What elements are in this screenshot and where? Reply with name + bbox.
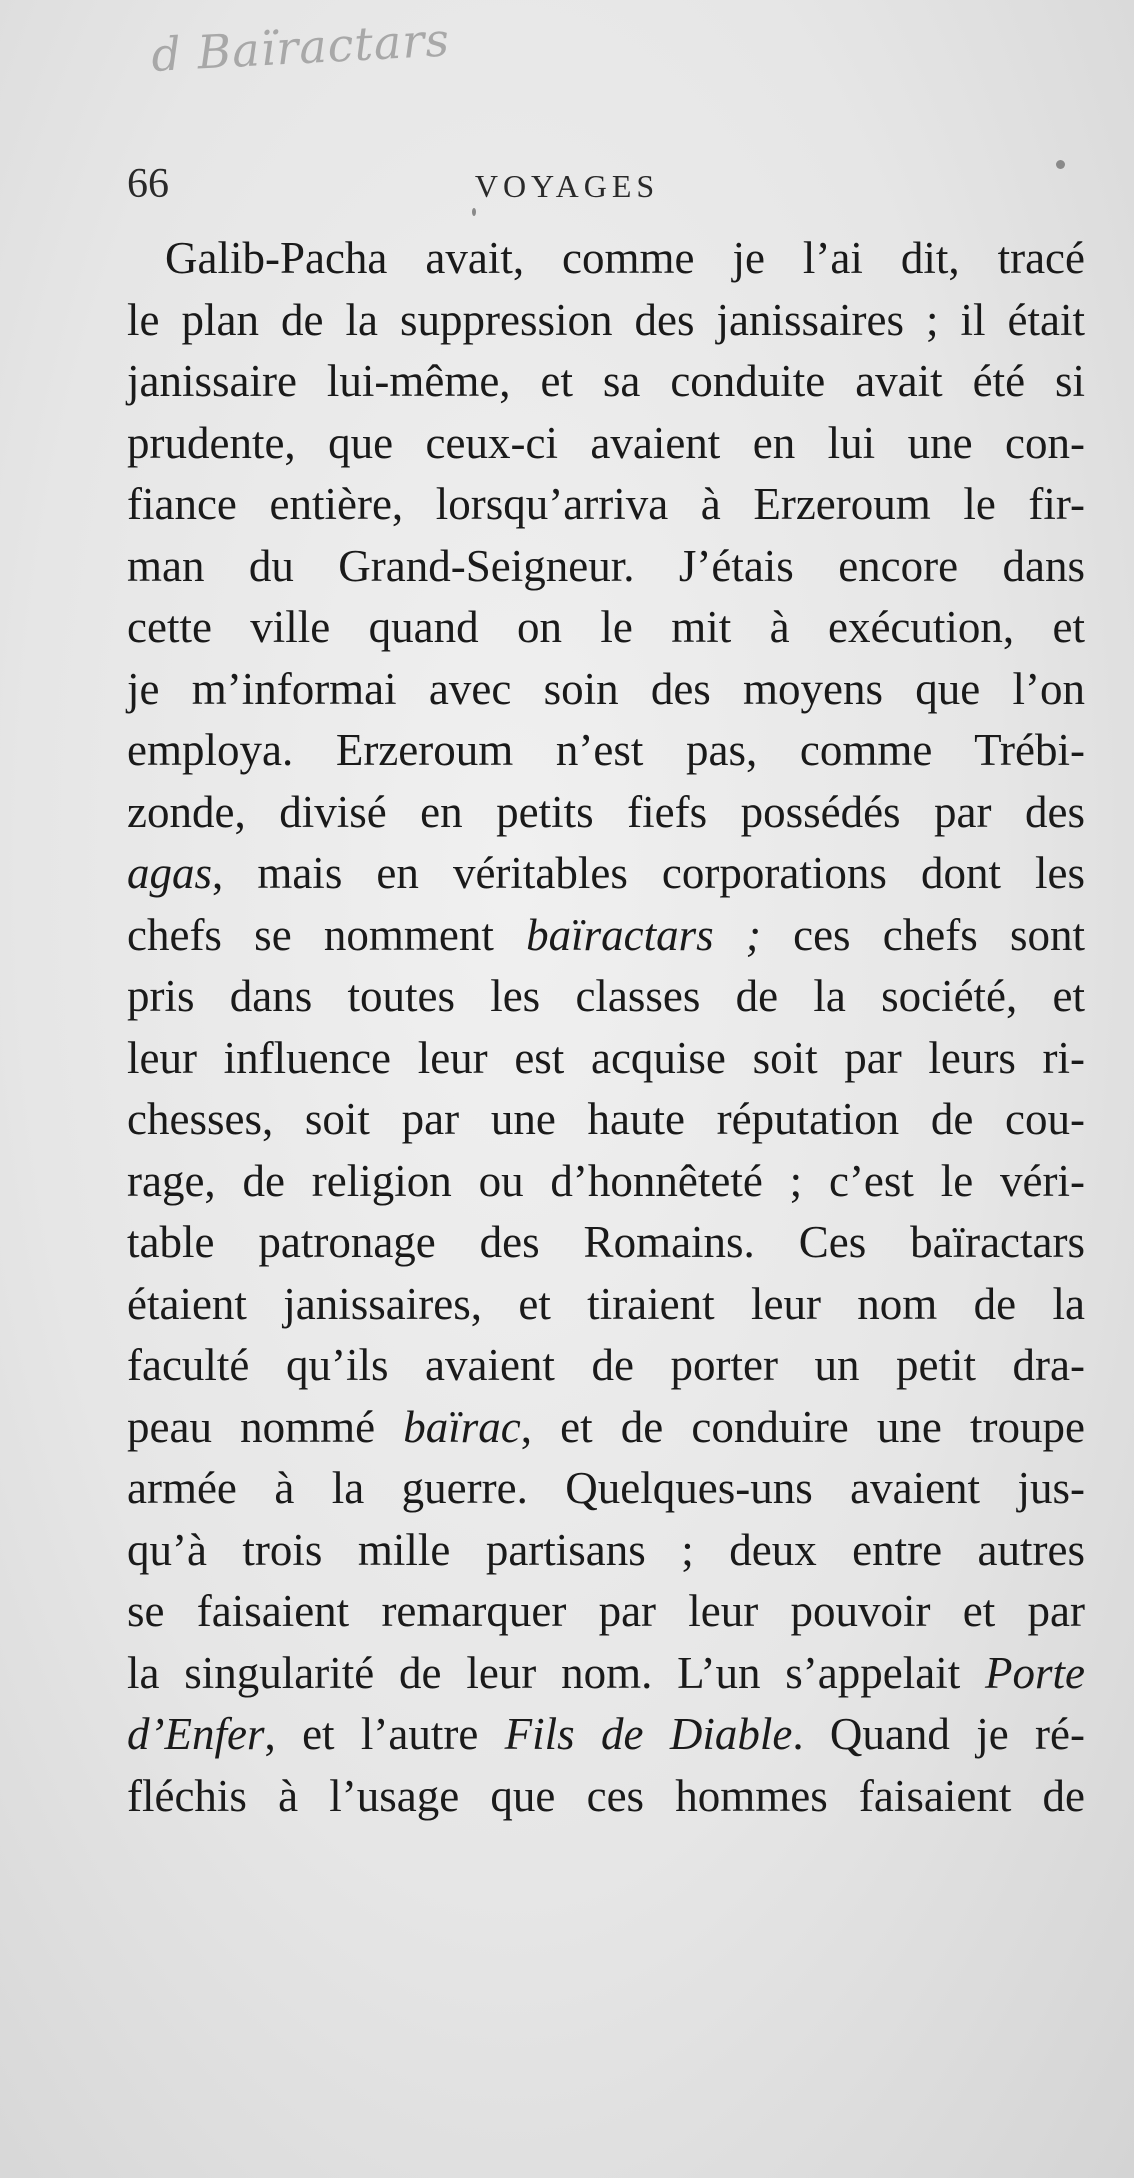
italic-text: Fils de Diable: [504, 1709, 793, 1759]
italic-text: agas: [127, 848, 213, 898]
text-line: [127, 659, 1085, 721]
text-segment: table patronage des Romains. Ces baïractars: [127, 1217, 1085, 1267]
text-segment: armée à la guerre. Quelques-uns avaient jus-: [127, 1463, 1085, 1513]
text-line: [127, 1335, 1085, 1397]
text-line: [127, 1089, 1085, 1151]
text-segment: man du Grand-Seigneur. J’étais encore dans: [127, 540, 1085, 591]
text-line: [127, 1704, 1085, 1766]
text-segment: zonde, divisé en petits fiefs possédés par des: [127, 786, 1085, 837]
text-segment: , et de conduire une troupe: [520, 1401, 1085, 1452]
text-line: [127, 966, 1085, 1028]
text-line: [127, 474, 1085, 536]
text-line: [127, 1520, 1085, 1582]
running-head: VOYAGES: [474, 168, 660, 204]
text-line: [127, 1274, 1085, 1336]
body-text: [127, 228, 1085, 1827]
text-segment: employa. Erzeroum n’est pas, comme Trébi-: [127, 725, 1085, 775]
text-line: [127, 1151, 1085, 1213]
text-line: [127, 351, 1085, 413]
text-line: [127, 413, 1085, 475]
text-segment: rage, de religion ou d’honnêteté ; c’est le véri-: [127, 1155, 1085, 1206]
text-segment: peau nommé: [127, 1401, 404, 1452]
text-line: [127, 782, 1085, 844]
text-segment: la singularité de leur nom. L’un s’appelait: [127, 1647, 986, 1698]
text-line: [127, 1581, 1085, 1643]
text-line: [127, 597, 1085, 659]
text-segment: faculté qu’ils avaient de porter un petit dra-: [127, 1340, 1085, 1390]
ink-speck: [1056, 160, 1065, 169]
text-segment: Galib-Pacha avait, comme je l’ai dit, tracé: [165, 233, 1085, 283]
text-segment: je m’informai avec soin des moyens que l’on: [127, 663, 1085, 714]
text-segment: janissaire lui-même, et sa conduite avait été si: [127, 356, 1085, 406]
italic-text: baïractars ;: [526, 909, 761, 960]
page-number: 66: [127, 161, 169, 207]
italic-text: d’Enfer: [127, 1709, 265, 1759]
text-segment: qu’à trois mille partisans ; deux entre autres: [127, 1524, 1085, 1575]
text-segment: pris dans toutes les classes de la société, et: [127, 971, 1085, 1021]
ink-speck: [472, 208, 476, 216]
text-segment: se faisaient remarquer par leur pouvoir et par: [127, 1586, 1085, 1636]
text-line: [127, 1643, 1085, 1705]
text-segment: prudente, que ceux-ci avaient en lui une con-: [127, 417, 1085, 468]
text-segment: ces chefs sont: [760, 909, 1086, 960]
text-segment: , mais en véritables corporations dont les: [212, 848, 1085, 898]
italic-text: baïrac: [403, 1401, 521, 1452]
text-segment: . Quand je ré-: [792, 1709, 1085, 1759]
italic-text: Porte: [985, 1647, 1085, 1698]
text-line: [127, 905, 1085, 967]
text-segment: leur influence leur est acquise soit par leurs ri-: [127, 1032, 1085, 1083]
text-line: [127, 1458, 1085, 1520]
text-line: [127, 720, 1085, 782]
text-segment: chesses, soit par une haute réputation de cou-: [127, 1094, 1085, 1144]
text-line: [127, 290, 1085, 352]
text-line: [127, 1212, 1085, 1274]
text-segment: chefs se nomment: [127, 909, 527, 960]
text-line: [127, 1028, 1085, 1090]
text-segment: cette ville quand on le mit à exécution, et: [127, 602, 1085, 652]
text-segment: fléchis à l’usage que ces hommes faisaient de: [127, 1770, 1085, 1821]
text-segment: le plan de la suppression des janissaires ; il était: [127, 294, 1085, 345]
text-line: [127, 1766, 1085, 1828]
text-line: [127, 228, 1085, 290]
handwritten-annotation: d Baïractars: [150, 12, 452, 82]
text-segment: étaient janissaires, et tiraient leur nom de la: [127, 1278, 1085, 1329]
text-segment: , et l’autre: [264, 1709, 505, 1759]
text-segment: fiance entière, lorsqu’arriva à Erzeroum le fir-: [127, 479, 1085, 529]
text-line: [127, 536, 1085, 598]
text-line: [127, 1397, 1085, 1459]
text-line: [127, 843, 1085, 905]
